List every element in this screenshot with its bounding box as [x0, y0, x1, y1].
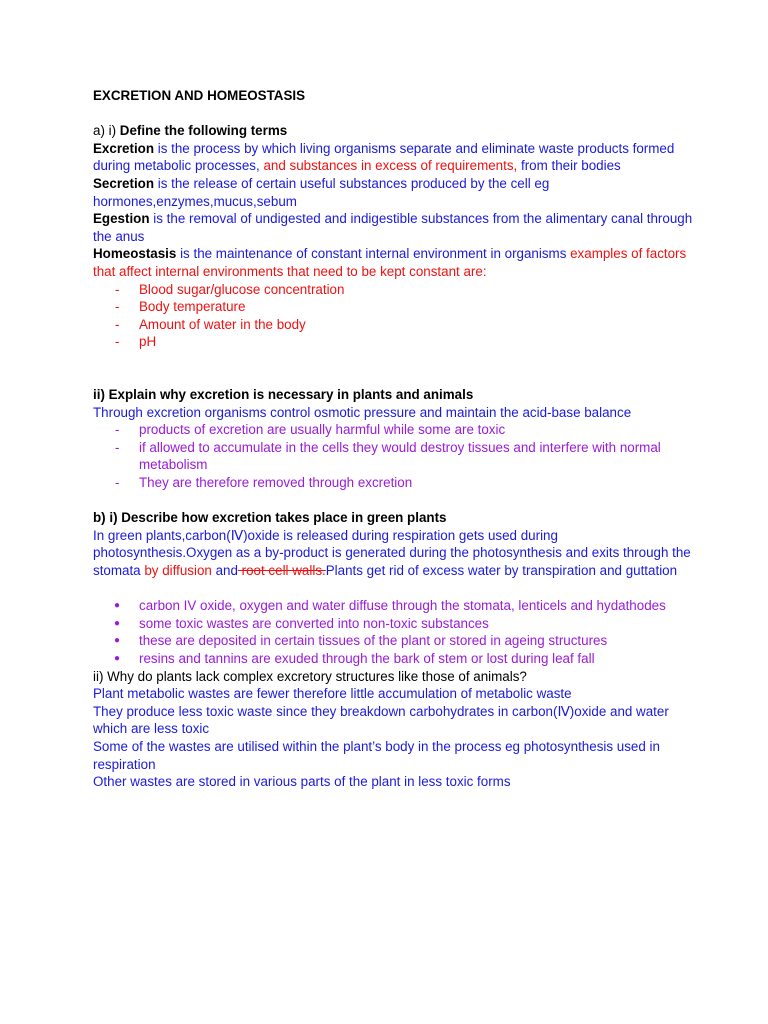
list-item: - if allowed to accumulate in the cells they would destroy tissues and interfere with normal metabolism [93, 439, 693, 474]
list-item: - pH [93, 333, 693, 351]
question-b-i-heading: b) i) Describe how excretion takes place in green plants [93, 510, 447, 526]
answer-b-ii-line: Other wastes are stored in various parts of the plant in less toxic forms [93, 774, 511, 790]
list-item: ● these are deposited in certain tissues of the plant or stored in ageing structures [93, 632, 693, 650]
list-item: - Blood sugar/glucose concentration [93, 281, 693, 299]
question-a-ii-heading: ii) Explain why excretion is necessary in plants and animals [93, 387, 474, 403]
definition-egestion: Egestion is the removal of undigested and indigestible substances from the alimentary canal through the anus [93, 211, 693, 244]
question-a-i-heading: a) i) Define the following terms [93, 123, 288, 139]
list-item: - Body temperature [93, 298, 693, 316]
list-item: - They are therefore removed through excretion [93, 474, 693, 492]
homeostasis-factors-list [93, 281, 693, 351]
answer-b-i-paragraph: In green plants,carbon(Ⅳ)oxide is released during respiration gets used during photosynthesis.Oxygen as a by-product is generated during the photosynthesis and exits through the stomata by diffusion and root cell walls.Plants get rid of excess water by transpiration and guttation [93, 527, 691, 579]
question-b-ii: ii) Why do plants lack complex excretory structures like those of animals? [93, 668, 527, 684]
list-item: ● resins and tannins are exuded through the bark of stem or lost during leaf fall [93, 650, 693, 668]
excretion-reasons-list [93, 421, 693, 491]
answer-a-ii-intro: Through excretion organisms control osmotic pressure and maintain the acid-base balance [93, 404, 632, 420]
document-title: EXCRETION AND HOMEOSTASIS [93, 88, 306, 103]
answer-b-ii-line: Some of the wastes are utilised within the plant’s body in the process eg photosynthesis used in respiration [93, 738, 660, 772]
list-item: - products of excretion are usually harmful while some are toxic [93, 421, 693, 439]
answer-b-ii-line: They produce less toxic waste since they breakdown carbohydrates in carbon(Ⅳ)oxide and water which are less toxic [93, 703, 669, 737]
list-item: ● some toxic wastes are converted into non-toxic substances [93, 615, 693, 633]
list-item: ● carbon IV oxide, oxygen and water diffuse through the stomata, lenticels and hydathodes [93, 597, 693, 615]
list-item: - Amount of water in the body [93, 316, 693, 334]
plant-excretion-bullets [93, 597, 693, 667]
document-page [93, 87, 693, 791]
definition-excretion: Excretion is the process by which living organisms separate and eliminate waste products formed during metabolic processes, and substances in excess of requirements, from their bodies [93, 140, 675, 174]
definition-secretion: Secretion is the release of certain useful substances produced by the cell eg hormones,enzymes,mucus,sebum [93, 175, 550, 209]
answer-b-ii-line: Plant metabolic wastes are fewer therefore little accumulation of metabolic waste [93, 686, 572, 702]
definition-homeostasis: Homeostasis is the maintenance of constant internal environment in organisms examples of factors that affect internal environments that need to be kept constant are: [93, 246, 687, 279]
